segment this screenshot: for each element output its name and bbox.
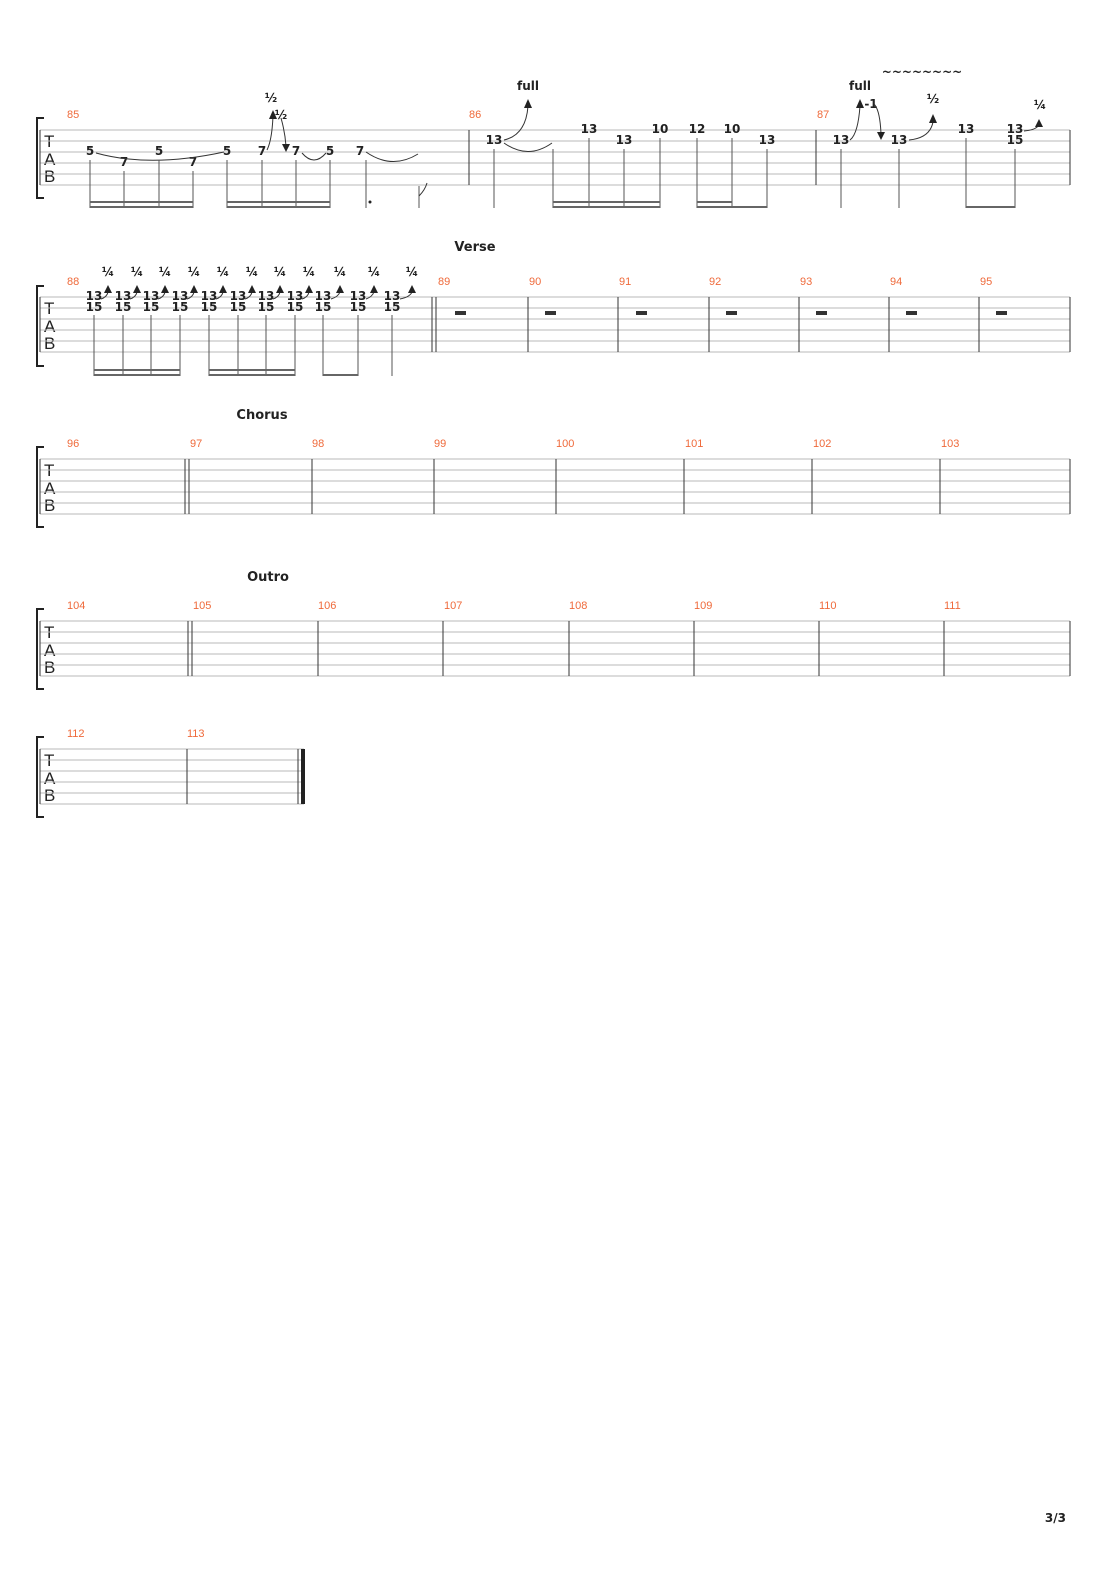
release — [281, 118, 286, 146]
section-label-outro: Outro — [247, 570, 289, 585]
tab-clef — [44, 751, 56, 805]
tab-letter-t: T — [44, 751, 55, 770]
measure-number: 96 — [67, 438, 80, 450]
bend-label: ¼ — [216, 265, 230, 279]
bend-arrow — [161, 285, 169, 293]
measure-number: 89 — [438, 276, 451, 288]
whole-rest — [816, 311, 827, 315]
system-2 — [37, 240, 1070, 376]
measure-number: 86 — [469, 109, 482, 121]
fret-number: 15 — [1006, 133, 1024, 147]
fret-number: 13 — [286, 289, 304, 303]
tab-letter-b: B — [44, 658, 56, 677]
bent-chord — [115, 265, 144, 314]
bend-up — [331, 292, 340, 299]
final-barline — [301, 749, 305, 804]
fret-number: 12 — [688, 122, 706, 136]
measure-number: 95 — [980, 276, 993, 288]
fret-number: 15 — [85, 300, 103, 314]
fret-number: 7 — [291, 144, 301, 158]
fret-number: 13 — [485, 133, 503, 147]
measure-number: 87 — [817, 109, 830, 121]
measure-number: 100 — [556, 438, 575, 450]
bend-up — [850, 106, 860, 140]
bend-label: ¼ — [245, 265, 259, 279]
tab-letter-b: B — [44, 786, 56, 805]
staff-lines — [40, 749, 304, 804]
measure-number: 97 — [190, 438, 203, 450]
measure-number: 99 — [434, 438, 447, 450]
bend-label: ¼ — [273, 265, 287, 279]
tab-letter-t: T — [44, 461, 55, 480]
fret-number: 15 — [257, 300, 275, 314]
fret-number: 13 — [114, 289, 132, 303]
tab-letter-t: T — [44, 132, 55, 151]
fret-number: 13 — [171, 289, 189, 303]
bend-up — [366, 292, 374, 299]
bent-chord — [315, 265, 347, 314]
fret-number: 10 — [651, 122, 669, 136]
fret-number: 15 — [383, 300, 401, 314]
fret-number: 15 — [200, 300, 218, 314]
bend-label: ¼ — [405, 265, 419, 279]
fret-number: 13 — [832, 133, 850, 147]
bend-arrow — [929, 114, 937, 123]
fret-number: 13 — [349, 289, 367, 303]
measure-number: 106 — [318, 600, 337, 612]
bend-arrow — [190, 285, 198, 293]
fret-number: 13 — [580, 122, 598, 136]
release-arrow — [877, 132, 885, 140]
tie — [504, 143, 552, 152]
bend-arrow — [305, 285, 313, 293]
fret-number: 5 — [85, 144, 95, 158]
system-1 — [37, 65, 1070, 208]
tab-letter-t: T — [44, 623, 55, 642]
fret-number: 7 — [257, 144, 267, 158]
tab-letter-a: A — [44, 150, 56, 169]
staff-lines — [40, 459, 1070, 514]
bend-label: ¼ — [158, 265, 172, 279]
bend-label: full — [849, 79, 871, 93]
fret-number: 7 — [119, 155, 129, 169]
release-arrow — [282, 144, 290, 152]
measure-88-notes — [86, 265, 419, 376]
measure-number: 112 — [67, 728, 85, 740]
tab-letter-a: A — [44, 317, 56, 336]
bent-chord — [258, 265, 287, 314]
measure-number: 110 — [819, 600, 837, 612]
bend-up — [267, 116, 273, 150]
tab-letter-a: A — [44, 769, 56, 788]
measure-number: 103 — [941, 438, 960, 450]
fret-number: 15 — [286, 300, 304, 314]
fret-number: 5 — [222, 144, 232, 158]
fret-number: 10 — [723, 122, 741, 136]
fret-number: 5 — [154, 144, 164, 158]
system-4 — [37, 570, 1070, 689]
tie — [302, 153, 326, 160]
measure-number: 88 — [67, 276, 80, 288]
dot — [369, 201, 372, 204]
section-label-chorus: Chorus — [236, 408, 288, 423]
tab-letter-b: B — [44, 496, 56, 515]
measure-number: 91 — [619, 276, 632, 288]
bend-arrow — [219, 285, 227, 293]
bent-chord — [384, 265, 419, 314]
whole-rest — [996, 311, 1007, 315]
bend-label: ¼ — [367, 265, 381, 279]
bend-label: ¼ — [101, 265, 115, 279]
bend-label: ½ — [274, 108, 288, 122]
fret-number: 7 — [355, 144, 365, 158]
bend-label: ¼ — [333, 265, 347, 279]
tab-letter-b: B — [44, 334, 56, 353]
rests — [455, 311, 1007, 315]
tab-letter-a: A — [44, 641, 56, 660]
bend-arrow — [370, 285, 378, 293]
staff-lines — [40, 621, 1070, 676]
bend-arrow — [248, 285, 256, 293]
bent-chord — [172, 265, 201, 314]
section-label-verse: Verse — [454, 240, 496, 255]
bent-chord — [350, 265, 381, 314]
measure-number: 107 — [444, 600, 463, 612]
fret-number: 15 — [171, 300, 189, 314]
measure-number: 93 — [800, 276, 813, 288]
fret-number: 13 — [200, 289, 218, 303]
bend-arrow — [336, 285, 344, 293]
fret-number: -1 — [864, 97, 878, 111]
fret-number: 15 — [349, 300, 367, 314]
measure-number: 85 — [67, 109, 80, 121]
bend-label: ½ — [926, 92, 940, 106]
whole-rest — [545, 311, 556, 315]
bend-arrow — [524, 99, 532, 108]
bend-up — [400, 292, 412, 299]
tab-letter-a: A — [44, 479, 56, 498]
page-number: 3/3 — [1044, 1511, 1066, 1525]
whole-rest — [726, 311, 737, 315]
bent-chord — [143, 265, 172, 314]
bent-chord — [201, 265, 230, 314]
vibrato-mark: ~~~~~~~~ — [881, 65, 963, 79]
bend-label: ½ — [264, 91, 278, 105]
system-5 — [37, 728, 305, 817]
tab-clef — [44, 461, 56, 515]
fret-number: 13 — [314, 289, 332, 303]
tab-clef — [44, 299, 56, 353]
fret-number: 5 — [325, 144, 335, 158]
tab-letter-b: B — [44, 167, 56, 186]
fret-number: 13 — [615, 133, 633, 147]
measure-number: 101 — [685, 438, 704, 450]
bend-label: ¼ — [130, 265, 144, 279]
measure-number: 102 — [813, 438, 832, 450]
measure-number: 111 — [944, 600, 961, 612]
tab-letter-t: T — [44, 299, 55, 318]
bend-arrow — [1035, 119, 1043, 127]
measure-86-notes — [486, 79, 776, 208]
measure-87-notes — [833, 65, 1047, 208]
system-3 — [37, 408, 1070, 527]
measure-number: 92 — [709, 276, 722, 288]
measure-number: 113 — [187, 728, 205, 740]
bent-chord — [287, 265, 316, 314]
bent-chord — [86, 265, 115, 314]
bend-arrow — [408, 285, 416, 293]
bend-arrow — [856, 99, 864, 108]
measure-85-notes — [86, 91, 427, 208]
whole-rest — [906, 311, 917, 315]
fret-number: 13 — [85, 289, 103, 303]
bend-up — [504, 106, 528, 140]
fret-number: 15 — [314, 300, 332, 314]
whole-rest — [455, 311, 466, 315]
tie — [366, 152, 418, 162]
fret-number: 15 — [114, 300, 132, 314]
bend-up — [909, 122, 933, 140]
measure-number: 98 — [312, 438, 325, 450]
tab-clef — [44, 623, 56, 677]
staff-lines — [40, 297, 1070, 352]
fret-number: 13 — [142, 289, 160, 303]
bend-label: full — [517, 79, 539, 93]
fret-number: 13 — [758, 133, 776, 147]
fret-number: 13 — [1006, 122, 1024, 136]
bend-label: ¼ — [1033, 98, 1047, 112]
fret-number: 13 — [383, 289, 401, 303]
measure-number: 94 — [890, 276, 903, 288]
bend-label: ¼ — [302, 265, 316, 279]
bend-arrow — [104, 285, 112, 293]
fret-number: 13 — [229, 289, 247, 303]
bend-arrow — [276, 285, 284, 293]
whole-rest — [636, 311, 647, 315]
measure-number: 108 — [569, 600, 588, 612]
fret-number: 13 — [957, 122, 975, 136]
measure-number: 90 — [529, 276, 542, 288]
fret-number: 15 — [229, 300, 247, 314]
measure-number: 104 — [67, 600, 86, 612]
bent-chord — [230, 265, 259, 314]
bend-arrow — [133, 285, 141, 293]
fret-number: 13 — [890, 133, 908, 147]
fret-number: 13 — [257, 289, 275, 303]
fret-number: 7 — [188, 155, 198, 169]
measure-number: 105 — [193, 600, 212, 612]
tab-clef — [44, 132, 56, 186]
measure-number: 109 — [694, 600, 713, 612]
fret-number: 15 — [142, 300, 160, 314]
bend-label: ¼ — [187, 265, 201, 279]
